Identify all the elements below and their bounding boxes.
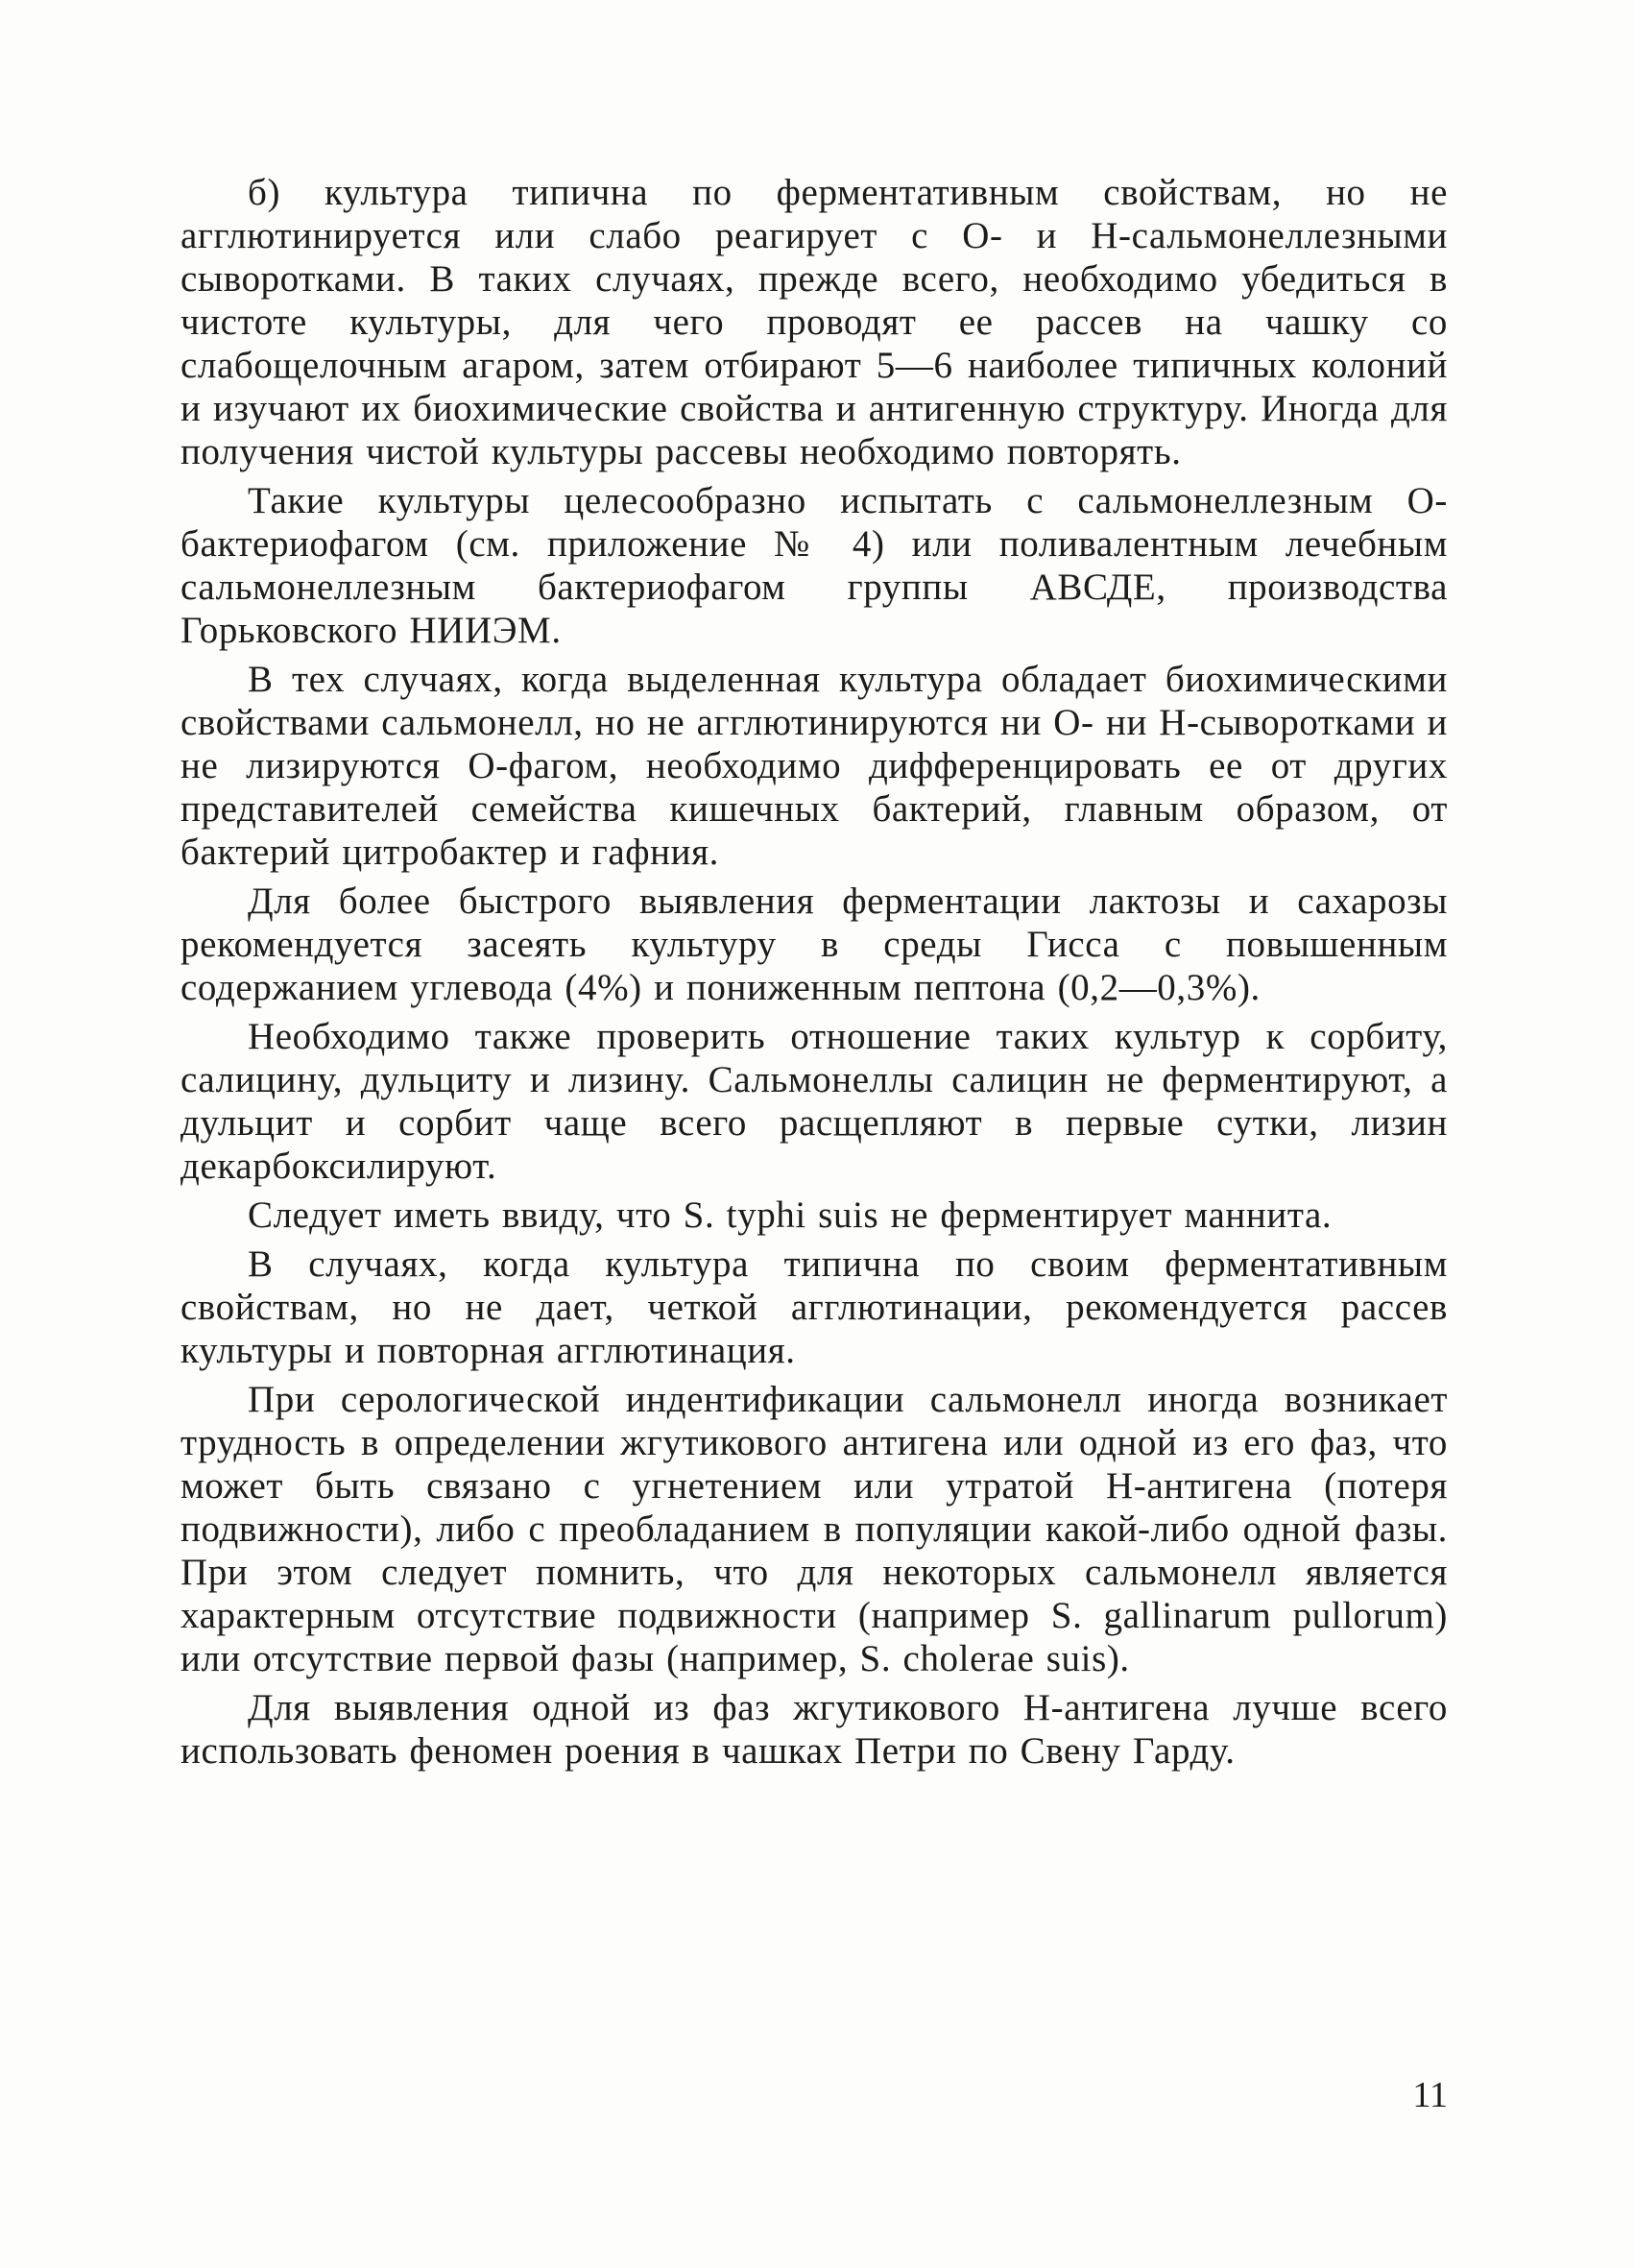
document-body — [180, 171, 1448, 1778]
paragraph-9: Для выявления одной из фаз жгутикового Н-антигена лучше всего использовать феномен роения в чашках Петри по Свену Гарду. — [180, 1687, 1448, 1772]
page-number: 11 — [1412, 2075, 1448, 2115]
paragraph-5: Необходимо также проверить отношение таких культур к сорбиту, салицину, дульциту и лизину. Сальмонеллы салицин не ферментируют, а дульцит и сорбит чаще всего расщепляют в первые сутки, лизин декарбоксилируют. — [180, 1016, 1448, 1187]
paragraph-7: В случаях, когда культура типична по своим ферментативным свойствам, но не дает, четкой агглютинации, рекомендуется рассев культуры и повторная агглютинация. — [180, 1243, 1448, 1371]
paragraph-8: При серологической индентификации сальмонелл иногда возникает трудность в определении жгутикового антигена или одной из его фаз, что может быть связано с угнетением или утратой Н-антигена (потеря подвижности), либо с преобладанием в популяции какой-либо одной фазы. При этом следует помнить, что для некоторых сальмонелл является характерным отсутствие подвижности (например S. gallinarum pullorum) или отсутствие первой фазы (например, S. cholerae suis). — [180, 1379, 1448, 1679]
paragraph-3: В тех случаях, когда выделенная культура обладает биохимическими свойствами сальмонелл, но не агглютинируются ни О- ни Н-сыворотками и не лизируются О-фагом, необходимо дифференцировать ее от других представителей семейства кишечных бактерий, главным образом, от бактерий цитробактер и гафния. — [180, 659, 1448, 873]
paragraph-4: Для более быстрого выявления ферментации лактозы и сахарозы рекомендуется засеять культуру в среды Гисса с повышенным содержанием углевода (4%) и пониженным пептона (0,2—0,3%). — [180, 881, 1448, 1008]
paragraph-6: Следует иметь ввиду, что S. typhi suis не ферментирует маннита. — [248, 1194, 1333, 1236]
paragraph-2: Такие культуры целесообразно испытать с сальмонеллезным О-бактериофагом (см. приложение № 4) или поливалентным лечебным сальмонеллезным бактериофагом группы АВСДЕ, производства Горьковского НИИЭМ. — [180, 480, 1448, 651]
paragraph-1: б) культура типична по ферментативным свойствам, но не агглютинируется или слабо реагирует с О- и Н-сальмонеллезными сыворотками. В таких случаях, прежде всего, необходимо убедиться в чистоте культуры, для чего проводят ее рассев на чашку со слабощелочным агаром, затем отбирают 5—6 наиболее типичных колоний и изучают их биохимические свойства и антигенную структуру. Иногда для получения чистой культуры рассевы необходимо повторять. — [180, 172, 1448, 472]
